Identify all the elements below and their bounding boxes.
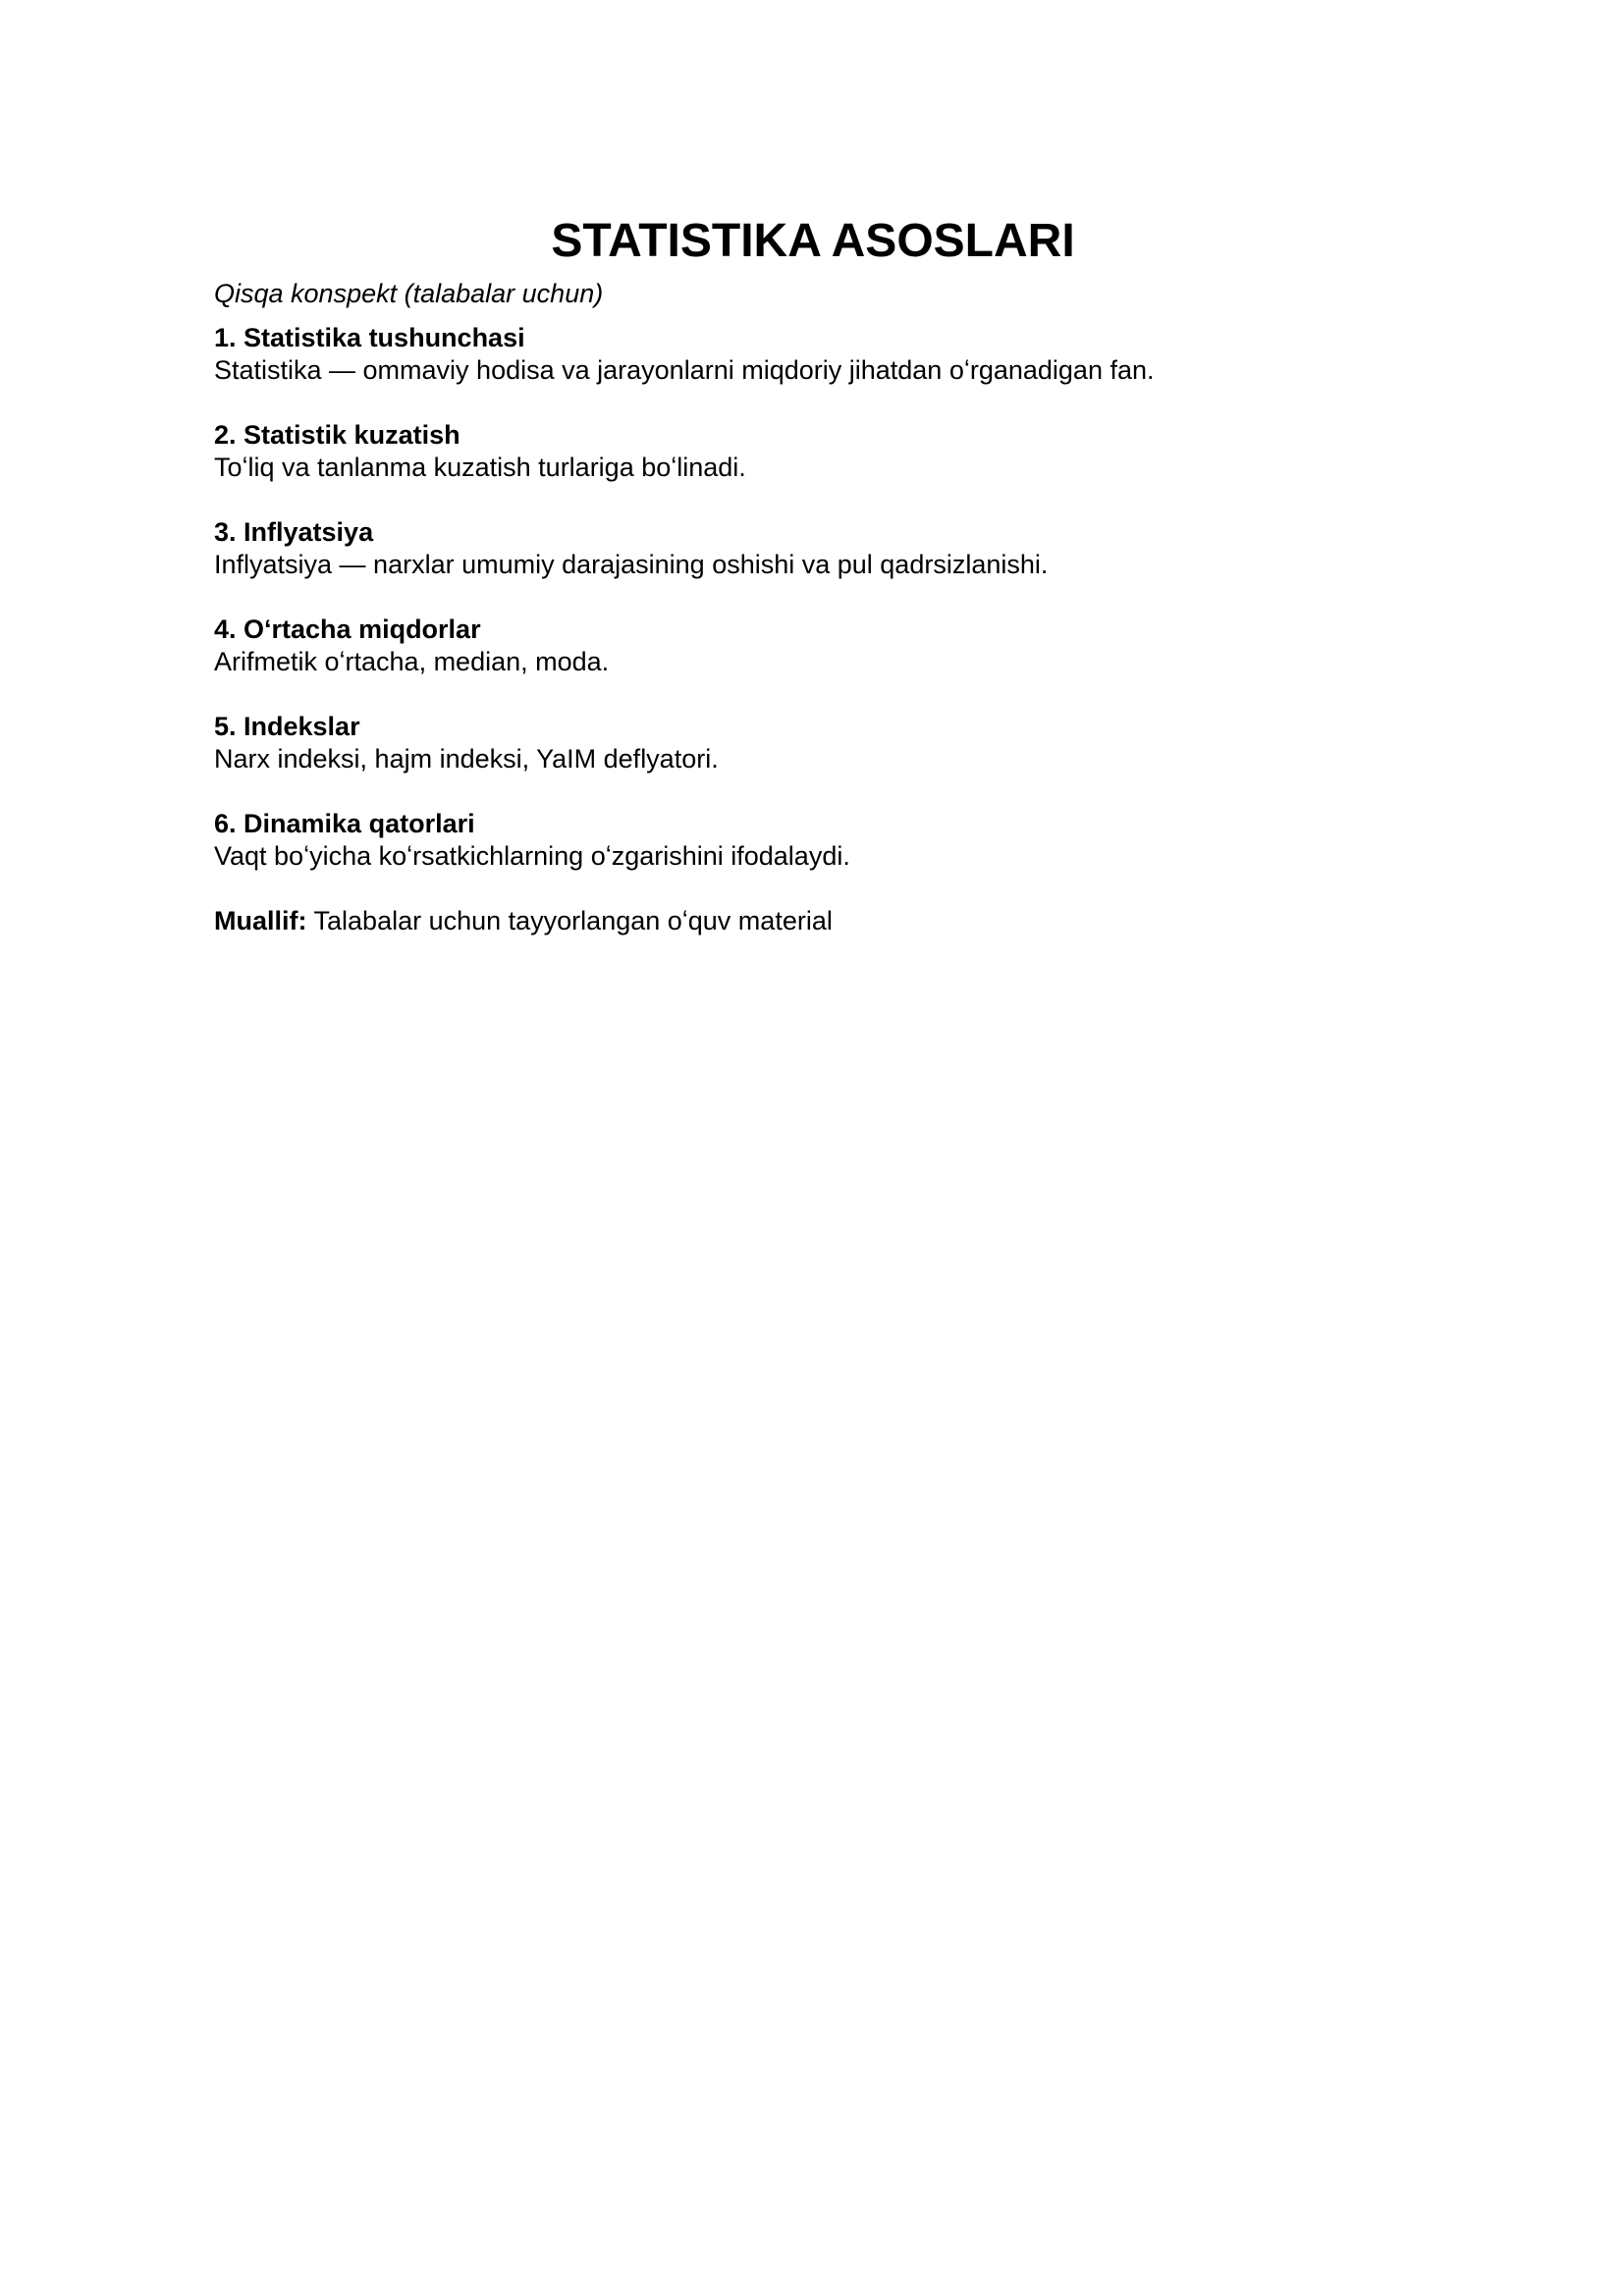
section-body: Vaqt boʻyicha koʻrsatkichlarning oʻzgarishini ifodalaydi. — [214, 841, 850, 871]
section-body: Narx indeksi, hajm indeksi, YaIM deflyatori. — [214, 744, 719, 774]
section-body: Inflyatsiya — narxlar umumiy darajasining oshishi va pul qadrsizlanishi. — [214, 550, 1049, 579]
section-6 — [214, 808, 1412, 873]
section-heading: 3. Inflyatsiya — [214, 517, 374, 547]
section-heading: 5. Indekslar — [214, 712, 360, 741]
author-line — [214, 905, 1412, 937]
section-5 — [214, 711, 1412, 775]
author-value: Talabalar uchun tayyorlangan oʻquv material — [313, 906, 833, 935]
page-title: STATISTIKA ASOSLARI — [551, 215, 1075, 267]
section-1 — [214, 322, 1412, 387]
section-body: Statistika — ommaviy hodisa va jarayonlarni miqdoriy jihatdan oʻrganadigan fan. — [214, 355, 1155, 385]
section-heading: 6. Dinamika qatorlari — [214, 809, 475, 838]
section-body: Toʻliq va tanlanma kuzatish turlariga boʻlinadi. — [214, 453, 746, 482]
section-heading: 2. Statistik kuzatish — [214, 420, 460, 450]
section-2 — [214, 419, 1412, 484]
author-label: Muallif: — [214, 906, 307, 935]
section-heading: 4. Oʻrtacha miqdorlar — [214, 614, 481, 644]
section-heading: 1. Statistika tushunchasi — [214, 323, 525, 352]
page-subtitle: Qisqa konspekt (talabalar uchun) — [214, 279, 604, 308]
section-body: Arifmetik oʻrtacha, median, moda. — [214, 647, 610, 676]
section-4 — [214, 614, 1412, 678]
section-3 — [214, 516, 1412, 581]
document-content — [214, 212, 1412, 937]
